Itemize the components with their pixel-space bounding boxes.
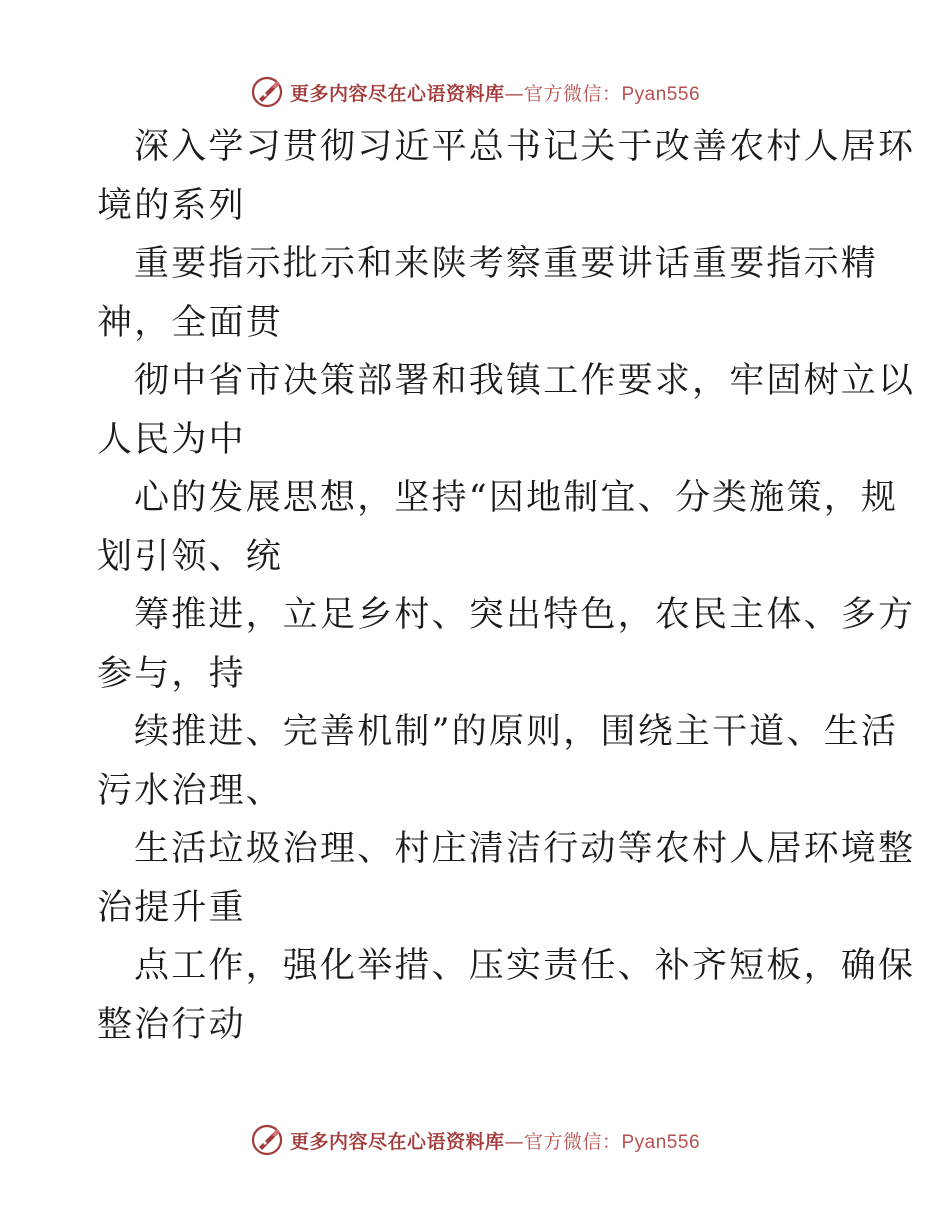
banner-wechat-label: 官方微信： [523,82,622,105]
doc-line: 整治行动 [97,1004,246,1045]
doc-line: 境的系列 [97,185,246,226]
doc-line: 深入学习贯彻习近平总书记关于改善农村人居环 [134,127,916,167]
doc-line: 筹推进，立足乡村、突出特色，农民主体、多方 [134,595,916,635]
doc-line: 划引领、统 [97,536,284,577]
doc-line: 人民为中 [97,419,246,460]
doc-line: 点工作，强化举措、压实责任、补齐短板，确保 [134,946,916,986]
banner-site-text: 更多内容尽在心语资料库 [289,1130,505,1153]
footer-banner-text [290,1127,700,1154]
doc-line: 彻中省市决策部署和我镇工作要求，牢固树立以 [134,361,916,401]
doc-line: 重要指示批示和来陕考察重要讲话重要指示精 [134,244,879,284]
banner-dash: — [504,82,524,105]
footer-banner [0,1120,950,1160]
banner-wechat-id: Pyan556 [621,83,701,105]
header-banner-text [290,79,700,106]
header-banner [0,72,950,112]
doc-line: 参与，持 [97,653,246,694]
doc-line: 神，全面贯 [97,302,284,343]
doc-line: 治提升重 [97,887,246,928]
doc-line: 污水治理、 [97,770,284,811]
doc-line: 心的发展思想，坚持“因地制宜、分类施策，规 [134,478,899,518]
banner-dash: — [504,1130,524,1153]
banner-wechat-id: Pyan556 [621,1131,701,1153]
document-body [97,118,916,1054]
pen-logo-icon [250,75,284,109]
banner-site-text: 更多内容尽在心语资料库 [289,82,505,105]
doc-line: 续推进、完善机制”的原则，围绕主干道、生活 [134,712,899,752]
pen-logo-icon [250,1123,284,1157]
doc-line: 生活垃圾治理、村庄清洁行动等农村人居环境整 [134,829,916,869]
banner-wechat-label: 官方微信： [523,1130,622,1153]
